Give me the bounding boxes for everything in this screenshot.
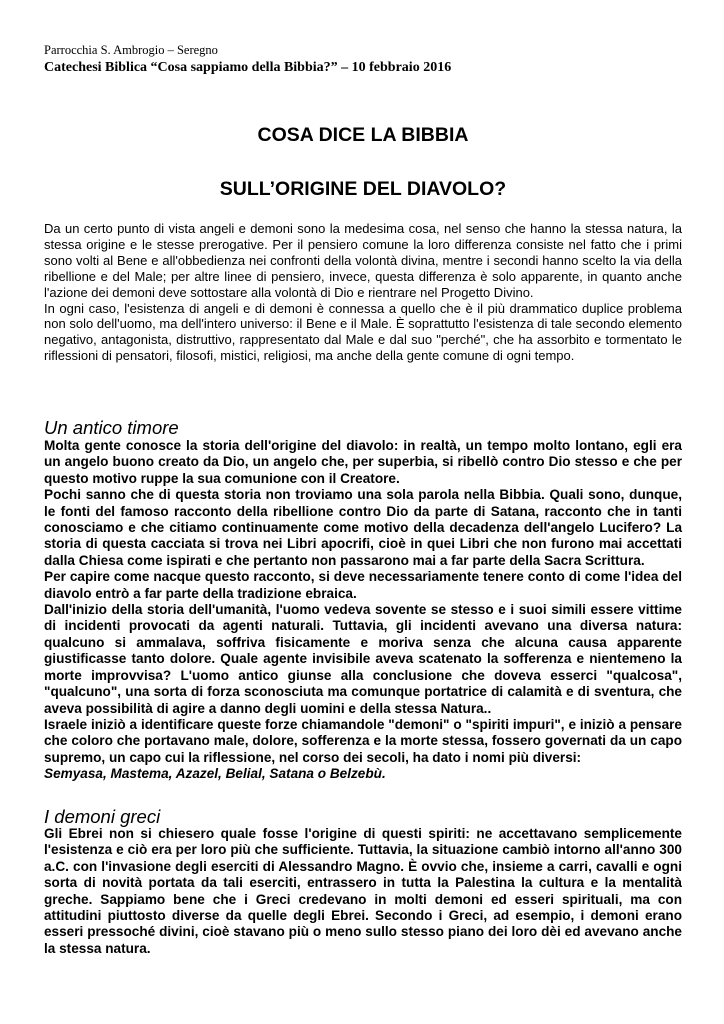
section1-paragraph-1: Molta gente conosce la storia dell'origine del diavolo: in realtà, un tempo molto lontano, egli era un angelo buono creato da Dio, un angelo che, per superbia, si ribellò contro Dio stesso e che per questo motivo ruppe la sua comunione con il Creatore.	[44, 438, 682, 486]
parish-name: Parrocchia S. Ambrogio – Seregno	[44, 43, 218, 57]
section1-body	[44, 438, 682, 783]
section1-paragraph-3: Per capire come nacque questo racconto, si deve necessariamente tenere conto di come l'idea del diavolo entrò a far parte della tradizione ebraica.	[44, 569, 682, 601]
section1-paragraph-5: Israele iniziò a identificare queste forze chiamandole "demoni" o "spiriti impuri", e iniziò a pensare che coloro che portavano male, dolore, sofferenza e la morte stessa, fossero governati da un capo supremo, un capo cui la riflessione, nel corso dei secoli, ha dato i nomi più diversi:	[44, 716, 682, 765]
intro-paragraph-1: Da un certo punto di vista angeli e demoni sono la medesima cosa, nel senso che hanno la stessa natura, la stessa origine e le stesse prerogative. Per il pensiero comune la loro differenza consiste nel fatto che i primi sono volti al Bene e all'obbedienza nei confronti della volontà divina, mentre i secondi hanno scelto la via della ribellione e del Male; per altre linee di pensiero, invece, questa differenza è solo apparente, in quanto anche l'azione dei demoni deve sottostare alla volontà di Dio e rientrare nel Progetto Divino.	[44, 221, 682, 300]
document-title-line2: SULL’ORIGINE DEL DIAVOLO?	[219, 178, 507, 200]
intro-section	[44, 221, 682, 364]
catechesis-subtitle: Catechesi Biblica “Cosa sappiamo della Bibbia?” – 10 febbraio 2016	[44, 60, 452, 75]
intro-paragraph-2: In ogni caso, l'esistenza di angeli e di demoni è connessa a quello che è il più drammatico duplice problema non solo dell'uomo, ma dell'intero universo: il Bene e il Male. È soprattutto l'esistenza di tale secondo elemento negativo, antagonista, distruttivo, rappresentato dal Male e dal suo "perché", che ha assorbito e tormentato le riflessioni di pensatori, filosofi, mistici, religiosi, ma anche della gente comune di ogni tempo.	[44, 300, 682, 364]
section-heading-demoni-greci: I demoni greci	[44, 806, 161, 827]
demon-names: Semyasa, Mastema, Azazel, Belial, Satana o Belzebù.	[44, 766, 386, 782]
section-heading-antico-timore: Un antico timore	[44, 417, 179, 438]
section2-paragraph-1: Gli Ebrei non si chiesero quale fosse l'origine di questi spiriti: ne accettavano semplicemente l'esistenza e ciò era per loro più che sufficiente. Tuttavia, la situazione cambiò intorno all'anno 300 a.C. con l'invasione degli eserciti di Alessandro Magno. È ovvio che, insieme a carri, cavalli e ogni sorta di novità portata da tali eserciti, entrassero in tutta la Palestina la cultura e la mentalità greche. Sappiamo bene che i Greci credevano in molti demoni ed esseri spirituali, ma con attitudini piuttosto diverse da quelle degli Ebrei. Secondo i Greci, ad esempio, i demoni erano esseri pressoché divini, cioè stavano più o meno sullo stesso piano dei loro dèi ed avevano anche la stessa natura.	[44, 826, 682, 956]
section1-paragraph-4: Dall'inizio della storia dell'umanità, l'uomo vedeva sovente se stesso e i suoi simili essere vittime di incidenti provocati da agenti naturali. Tuttavia, gli incidenti avevano una diversa natura: qualcuno si ammalava, soffriva fisicamente e moriva senza che alcuna causa apparente giustificasse tanto dolore. Quale agente invisibile aveva scatenato la sofferenza e nientemeno la morte improvvisa? L'uomo antico giunse alla conclusione che doveva esserci "qualcosa", "qualcuno", una sorta di forza sconosciuta ma comunque portatrice di calamità e di sventura, che aveva possibilità di agire a danno degli uomini e della stessa Natura..	[44, 602, 682, 716]
section2-body	[44, 826, 682, 957]
section1-paragraph-2: Pochi sanno che di questa storia non troviamo una sola parola nella Bibbia. Quali sono, dunque, le fonti del famoso racconto della ribellione contro Dio da parte di Satana, racconto che in tanti conosciamo e che citiamo continuamente come motivo della decadenza dell'angelo Lucifero? La storia di questa cacciata si trova nei Libri apocrifi, cioè in quei Libri che non furono mai accettati dalla Chiesa come ispirati e che pertanto non passarono mai a far parte della Sacra Scrittura.	[44, 487, 682, 568]
document-title-line1: COSA DICE LA BIBBIA	[257, 124, 469, 146]
